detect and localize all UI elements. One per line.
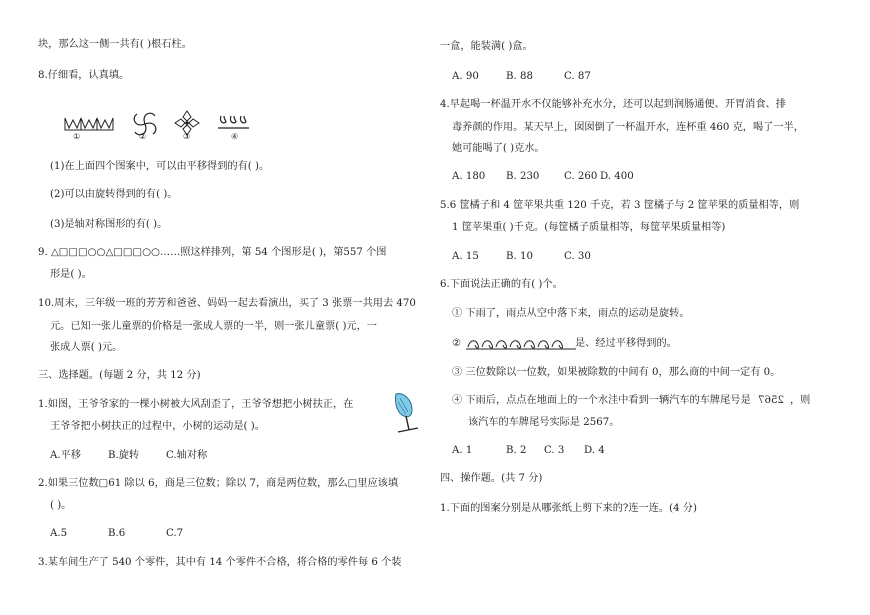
fig-label-2: ② [139, 132, 147, 141]
s3-q1-line2: 王爷爷把小树扶正的过程中，小树的运动是( )。 [50, 421, 265, 432]
s3-q6-statement-2-num: ② [452, 338, 462, 349]
wave-pattern-icon [466, 337, 586, 351]
s3-q4-line1: 4.早起喝一杯温开水不仅能够补充水分，还可以起到润肠通便、开胃消食、排 [440, 99, 786, 110]
mirrored-plate-number: 2567 [758, 395, 784, 406]
crown-pattern-icon [65, 118, 113, 130]
q8-title: 8.仔细看，认真填。 [38, 70, 130, 81]
s3-q5-opt-a: A. 15 [452, 251, 479, 262]
hook-pattern-icon [218, 116, 249, 128]
s3-q6-opt-b: B. 2 [506, 445, 527, 456]
s3-q6-opt-d: D. 4 [584, 445, 605, 456]
q10-line3: 张成人票( )元。 [50, 342, 123, 353]
q10-line2: 元。已知一张儿童票的价格是一张成人票的一半，则一张儿童票( )元，一 [50, 321, 377, 332]
s3-q5-opt-c: C. 30 [564, 251, 591, 262]
s3-q6-stem: 6.下面说法正确的有( )个。 [440, 279, 563, 290]
s3-q6-opt-c: C. 3 [544, 445, 565, 456]
s3-q2-line2: ( )。 [50, 500, 72, 511]
s3-q5-line2: 1 筐苹果重( )千克。(每筐橘子质量相等，每筐苹果质量相等) [452, 222, 726, 233]
s3-q1-line1: 1.如图，王爷爷家的一棵小树被大风刮歪了，王爷爷想把小树扶正，在 [38, 399, 354, 410]
s3-q6-opt-a: A. 1 [452, 445, 473, 456]
s3-q4-opt-a: A. 180 [452, 171, 486, 182]
fig-label-4: ④ [231, 132, 239, 141]
s3-q2-opt-a: A.5 [50, 528, 68, 539]
q9-line2: 形是( )。 [50, 269, 92, 280]
fig-label-3: ③ [183, 132, 191, 141]
s3-q4-line3: 她可能喝了( )克水。 [452, 143, 545, 154]
s3-q6-statement-4-line2: 该汽车的车牌尾号实际是 2567。 [468, 417, 620, 428]
q7-tail: 块，那么这一侧一共有( )根石柱。 [38, 39, 192, 50]
s3-q6-statement-4: ④ 下雨后，点点在地面上的一个水洼中看到一辆汽车的车牌尾号是 [452, 395, 751, 406]
s3-q1-opt-c: C.轴对称 [166, 450, 208, 461]
s3-q2-opt-c: C.7 [166, 528, 184, 539]
s3-q6-statement-4-tail: ，则 [790, 395, 811, 406]
s3-q6-statement-3: ③ 三位数除以一位数，如果被除数的中间有 0，那么商的中间一定有 0。 [452, 367, 781, 378]
q8-part3: (3)是轴对称图形的有( )。 [50, 219, 168, 230]
s3-q6-statement-1: ① 下雨了，雨点从空中落下来，雨点的运动是旋转。 [452, 308, 690, 319]
s3-q4-opt-b: B. 230 [506, 171, 540, 182]
s3-q4-line2: 毒养颜的作用。某天早上，囡囡倒了一杯温开水，连杯重 460 克，喝了一半， [452, 122, 804, 133]
q9-line1: 9. △□□□○○△□□□○○……照这样排列，第 54 个图形是( )，第557 个图 [38, 247, 387, 258]
s3-q5-opt-b: B. 10 [506, 251, 533, 262]
q8-part1: (1)在上面四个图案中，可以由平移得到的有( )。 [50, 161, 270, 172]
s4-q1-line1: 1.下面的图案分别是从哪张纸上剪下来的?连一连。(4 分) [440, 503, 697, 514]
s3-q4-opt-d: D. 400 [600, 171, 634, 182]
s3-q3-opt-b: B. 88 [506, 71, 533, 82]
s3-q3-opt-c: C. 87 [564, 71, 591, 82]
s3-q5-line1: 5.6 筐橘子和 4 筐苹果共重 120 千克，若 3 筐橘子与 2 筐苹果的质量相等，则 [440, 200, 800, 211]
section4-heading: 四、操作题。(共 7 分) [440, 473, 543, 484]
s3-q1-opt-a: A.平移 [50, 450, 81, 461]
s3-q3-line2: 一盒，能装满( )盒。 [440, 41, 533, 52]
tilted-tree-icon [390, 390, 420, 436]
s3-q3-opt-a: A. 90 [452, 71, 479, 82]
s3-q1-opt-b: B.旋转 [108, 450, 140, 461]
q10-line1: 10.周末，三年级一班的芳芳和爸爸、妈妈一起去看演出，买了 3 张票一共用去 470 [38, 298, 416, 309]
s3-q6-statement-2-text: 是、经过平移得到的。 [575, 338, 677, 349]
s3-q2-opt-b: B.6 [108, 528, 126, 539]
fig-label-1: ① [73, 132, 81, 141]
section3-heading: 三、选择题。(每题 2 分，共 12 分) [38, 370, 201, 381]
s3-q4-opt-c: C. 260 [564, 171, 598, 182]
q8-part2: (2)可以由旋转得到的有( )。 [50, 189, 178, 200]
s3-q3-line1: 3.某车间生产了 540 个零件，其中有 14 个零件不合格，将合格的零件每 6 个装 [38, 557, 402, 568]
s3-q2-line1: 2.如果三位数□61 除以 6，商是三位数；除以 7，商是两位数，那么□里应该填 [38, 478, 399, 489]
